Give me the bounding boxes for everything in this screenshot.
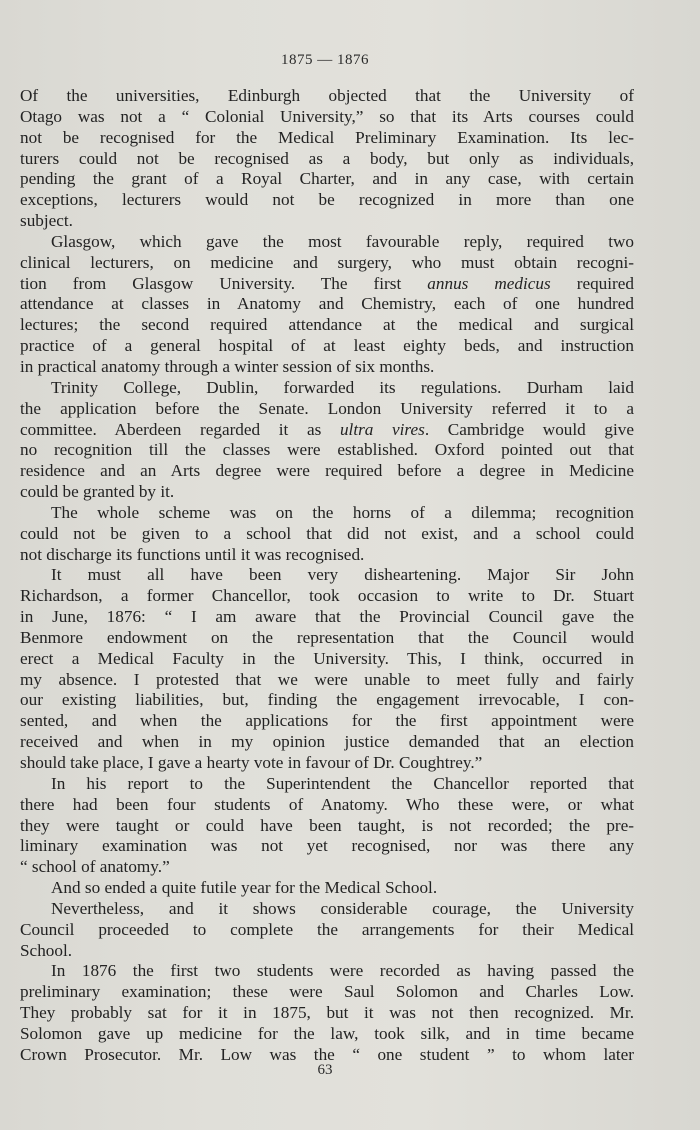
text-line: liminary examination was not yet recognised, nor was there any: [20, 836, 634, 856]
text-line: clinical lecturers, on medicine and surgery, who must obtain recogni-: [20, 252, 634, 272]
text-line: Benmore endowment on the representation that the Council would: [20, 627, 634, 647]
text-line: no recognition till the classes were established. Oxford pointed out that: [20, 440, 634, 460]
text-line: our existing liabilities, but, finding the engagement irrevocable, I con-: [20, 690, 634, 710]
text-line: preliminary examination; these were Saul Solomon and Charles Low.: [20, 982, 634, 1002]
text-line: not be recognised for the Medical Preliminary Examination. Its lec-: [20, 127, 634, 147]
text-line: Crown Prosecutor. Mr. Low was the “ one student ” to whom later: [20, 1044, 634, 1064]
page-number: 63: [317, 1062, 333, 1078]
text-line: turers could not be recognised as a body, but only as individuals,: [20, 148, 634, 168]
text-line: in practical anatomy through a winter session of six months.: [20, 356, 435, 376]
text-line: Richardson, a former Chancellor, took occasion to write to Dr. Stuart: [20, 586, 634, 606]
running-header: 1875 — 1876: [281, 52, 369, 68]
text-line: In his report to the Superintendent the Chancellor reported that: [51, 773, 634, 793]
text-line: Solomon gave up medicine for the law, took silk, and in time became: [20, 1023, 634, 1043]
text-line: the application before the Senate. London University referred it to a: [20, 398, 634, 418]
text-line: subject.: [20, 211, 73, 231]
text-line: In 1876 the first two students were recorded as having passed the: [51, 961, 634, 981]
text-line: in June, 1876: “ I am aware that the Provincial Council gave the: [20, 607, 634, 627]
text-line: Council proceeded to complete the arrangements for their Medical: [20, 919, 634, 939]
text-line: practice of a general hospital of at least eighty beds, and instruction: [20, 336, 634, 356]
text-line: They probably sat for it in 1875, but it was not then recognized. Mr.: [20, 1003, 634, 1023]
text-line: residence and an Arts degree were required before a degree in Medicine: [20, 461, 634, 481]
text-line: And so ended a quite futile year for the Medical School.: [51, 878, 438, 898]
text-line: should take place, I gave a hearty vote in favour of Dr. Coughtrey.”: [20, 753, 483, 772]
text-line: erect a Medical Faculty in the University. This, I think, occurred in: [20, 648, 634, 668]
text-line: could be granted by it.: [20, 482, 175, 502]
text-line: Glasgow, which gave the most favourable reply, required two: [51, 231, 634, 251]
text-line: could not be given to a school that did not exist, and a school could: [20, 523, 634, 543]
text-line: The whole scheme was on the horns of a dilemma; recognition: [51, 502, 634, 522]
text-line-ultra-vires: [20, 420, 634, 441]
text-line: attendance at classes in Anatomy and Chemistry, each of one hundred: [20, 294, 634, 314]
text-line: School.: [20, 940, 73, 960]
text-line: received and when in my opinion justice demanded that an election: [20, 732, 634, 752]
text-line: Nevertheless, and it shows considerable courage, the University: [51, 898, 634, 918]
italic-phrase: ultra vires: [339, 419, 425, 439]
text-line: Of the universities, Edinburgh objected that the University of: [20, 86, 634, 105]
text-line: Otago was not a “ Colonial University,” so that its Arts courses could: [20, 106, 634, 126]
text-line: they were taught or could have been taught, is not recorded; the pre-: [20, 815, 634, 835]
text-line: not discharge its functions until it was recognised.: [20, 544, 365, 564]
body-text: [20, 86, 634, 1066]
line-text: tion from Glasgow University. The first annus medicus required: [20, 273, 634, 293]
text-line-annus-medicus: [20, 274, 634, 295]
text-line: lectures; the second required attendance at the medical and surgical: [20, 315, 634, 335]
text-line: my absence. I protested that we were unable to meet fully and fairly: [20, 669, 634, 689]
text-line: exceptions, lecturers would not be recognized in more than one: [20, 190, 634, 210]
text-line: “ school of anatomy.”: [20, 857, 170, 877]
text-line: Trinity College, Dublin, forwarded its regulations. Durham laid: [51, 377, 634, 397]
text-line: pending the grant of a Royal Charter, and in any case, with certain: [20, 169, 634, 189]
line-text: committee. Aberdeen regarded it as ultra vires. Cambridge would give: [20, 419, 634, 439]
italic-phrase: annus medicus: [427, 273, 551, 293]
text-line: It must all have been very disheartening. Major Sir John: [51, 565, 634, 585]
text-line: sented, and when the applications for the first appointment were: [20, 711, 634, 731]
text-line: there had been four students of Anatomy. Who these were, or what: [20, 794, 634, 814]
